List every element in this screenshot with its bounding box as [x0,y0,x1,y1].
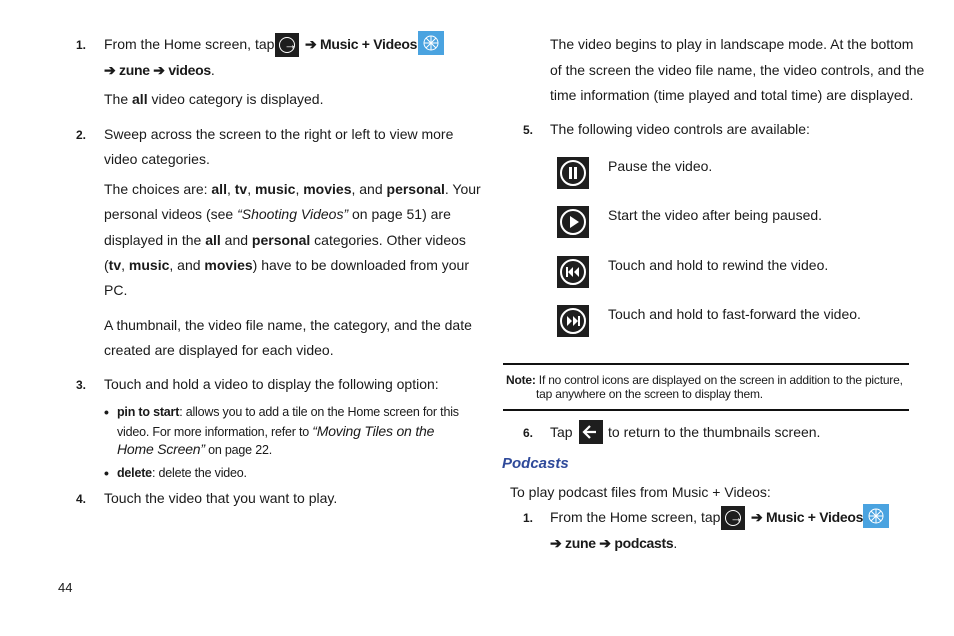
text: categories. Other videos [310,232,466,248]
step-number: 2. [76,128,87,142]
control-description: Start the video after being paused. [608,207,823,223]
text-bold: all [205,232,221,248]
step-text: Touch the video that you want to play. [104,490,338,506]
text: video. For more information, refer to [117,425,313,439]
fast-forward-icon [557,305,589,337]
text-bold: personal [386,181,445,197]
note-text: If no control icons are displayed on the screen in addition to the picture, [535,373,903,387]
intro-text: To play podcast files from Music + Videos: [510,484,771,500]
step-text: to return to the thumbnails screen. [608,424,821,440]
text: , and [351,181,387,197]
text-bold: delete [117,466,152,480]
text-bold: personal [251,232,311,248]
page-number: 44 [58,580,73,595]
text: on page 22. [204,443,272,457]
intro-text: The video begins to play in landscape mode. At the bottom [550,36,914,52]
text-bold: tv [234,181,248,197]
step-number: 6. [523,426,534,440]
step-number: 5. [523,123,534,137]
text-bold: movies [303,181,352,197]
control-description: Touch and hold to fast-forward the video. [608,306,861,322]
text: : delete the video. [151,466,247,480]
step-number: 1. [76,38,87,52]
text-bold: music [128,257,170,273]
bullet-dot: • [104,404,109,420]
step-text: The following video controls are available: [550,121,810,137]
play-icon [557,206,589,238]
text: , [121,257,129,273]
cross-reference: “Moving Tiles on the [312,423,435,439]
music-videos-icon [863,504,889,528]
step-text: Touch and hold a video to display the following option: [104,376,439,392]
cross-reference: Home Screen” [117,441,205,457]
note-label: Note: [506,373,536,387]
control-description: Touch and hold to rewind the video. [608,257,829,273]
step-text: Tap [550,424,573,440]
text: , [226,181,235,197]
text: ( [104,257,109,273]
music-videos-icon [418,31,444,55]
step-text-bold: ➔ Music + Videos [305,36,418,52]
step-number: 4. [76,492,87,506]
text: , and [169,257,205,273]
text: , [295,181,304,197]
step-note [104,91,323,107]
text: on page 51) are [348,206,451,222]
text: displayed in the [104,232,206,248]
start-arrow-icon: → [721,506,745,530]
step-number: 3. [76,378,87,392]
intro-text: of the screen the video file name, the video controls, and the [550,62,925,78]
text: , [247,181,255,197]
text: personal videos (see [104,206,238,222]
cross-reference: “Shooting Videos” [237,206,349,222]
note-bottom-rule [503,409,909,411]
pause-icon [557,157,589,189]
text: : allows you to add a tile on the Home screen for this [179,405,459,419]
step-text: . [210,62,215,78]
back-arrow-icon [579,420,603,444]
text-bold: all [132,91,148,107]
note-top-rule [503,363,909,365]
bullet-dot: • [104,465,109,481]
text: video category is displayed. [147,91,324,107]
step-text: From the Home screen, tap [550,509,721,525]
thumbnail-text: A thumbnail, the video file name, the category, and the date [104,317,472,333]
text: ) have to be downloaded from your [252,257,470,273]
text: The [104,91,133,107]
text: The choices are: [104,181,212,197]
thumbnail-text: created are displayed for each video. [104,342,334,358]
step-text: Sweep across the screen to the right or left to view more [104,126,454,142]
step-text-bold: ➔ zune ➔ videos [104,62,211,78]
step-text: From the Home screen, tap [104,36,275,52]
step-text: . [673,535,678,551]
text-bold: movies [204,257,253,273]
rewind-icon [557,256,589,288]
start-arrow-icon: → [275,33,299,57]
text: PC. [104,282,128,298]
section-heading: Podcasts [502,455,569,472]
step-text: video categories. [104,151,210,167]
text: . Your [444,181,481,197]
step-text-bold: ➔ Music + Videos [751,509,864,525]
intro-text: time information (time played and total time) are displayed. [550,87,914,103]
text: and [220,232,252,248]
text-bold: all [211,181,227,197]
text-bold: pin to start [117,405,180,419]
note-text: tap anywhere on the screen to display them. [536,387,763,401]
text-bold: tv [108,257,122,273]
text-bold: music [254,181,296,197]
step-number: 1. [523,511,534,525]
step-text-bold: ➔ zune ➔ podcasts [550,535,674,551]
control-description: Pause the video. [608,158,713,174]
